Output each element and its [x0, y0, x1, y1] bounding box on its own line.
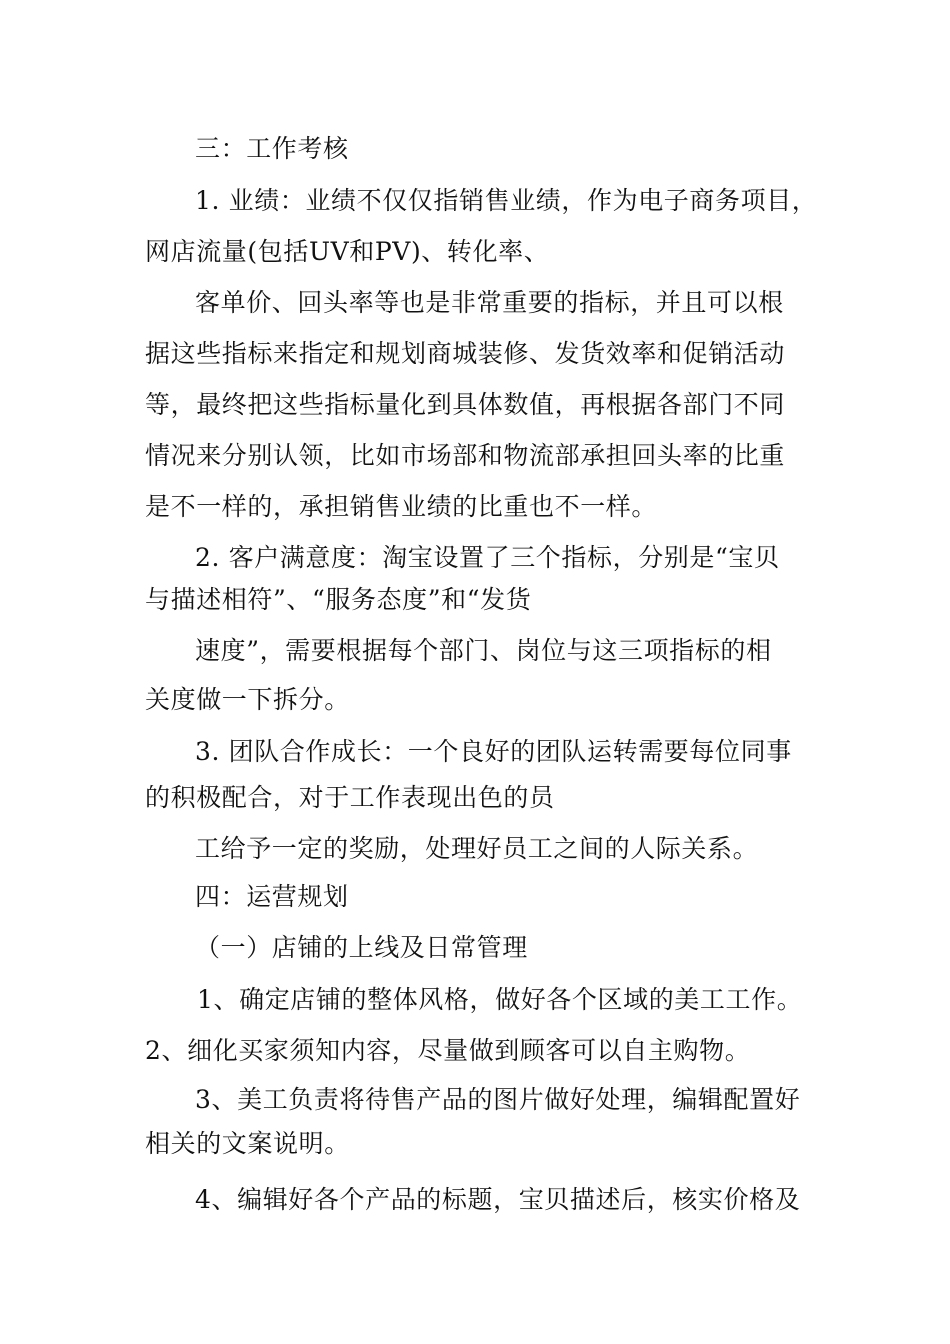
paragraph-line: 关度做一下拆分。 [145, 685, 350, 714]
paragraph-line: 网店流量(包括UV和PV)、转化率、 [145, 237, 550, 266]
list-item: 2、细化买家须知内容，尽量做到顾客可以自主购物。 [145, 1036, 751, 1065]
list-item: 1、确定店铺的整体风格，做好各个区域的美工工作。 [197, 985, 803, 1014]
paragraph-line: 与描述相符”、“服务态度”和“发货 [145, 585, 532, 614]
paragraph-line: 是不一样的，承担销售业绩的比重也不一样。 [145, 492, 658, 521]
paragraph-line: 工给予一定的奖励，处理好员工之间的人际关系。 [195, 834, 759, 863]
paragraph-line: 等，最终把这些指标量化到具体数值，再根据各部门不同 [145, 390, 786, 419]
paragraph-line: 速度”，需要根据每个部门、岗位与这三项指标的相 [195, 636, 772, 665]
list-item: 4、编辑好各个产品的标题，宝贝描述后，核实价格及 [195, 1185, 801, 1214]
paragraph-line: 情况来分别认领，比如市场部和物流部承担回头率的比重 [145, 441, 786, 470]
subsection-heading-store-launch: （一）店铺的上线及日常管理 [195, 933, 528, 962]
paragraph-line: 的积极配合，对于工作表现出色的员 [145, 783, 555, 812]
section-heading-operations-planning: 四：运营规划 [195, 882, 349, 911]
paragraph-line: 客单价、回头率等也是非常重要的指标，并且可以根 [195, 288, 784, 317]
section-heading-work-assessment: 三：工作考核 [195, 134, 349, 163]
paragraph-line: 据这些指标来指定和规划商城装修、发货效率和促销活动 [145, 339, 786, 368]
paragraph-line: 3. 团队合作成长：一个良好的团队运转需要每位同事 [195, 737, 792, 766]
paragraph-line: 相关的文案说明。 [145, 1129, 350, 1158]
list-item: 3、美工负责将待售产品的图片做好处理，编辑配置好 [195, 1085, 801, 1114]
paragraph-line: 2. 客户满意度：淘宝设置了三个指标，分别是“宝贝 [195, 543, 780, 572]
paragraph-line: 1. 业绩：业绩不仅仅指销售业绩，作为电子商务项目， [195, 186, 818, 215]
